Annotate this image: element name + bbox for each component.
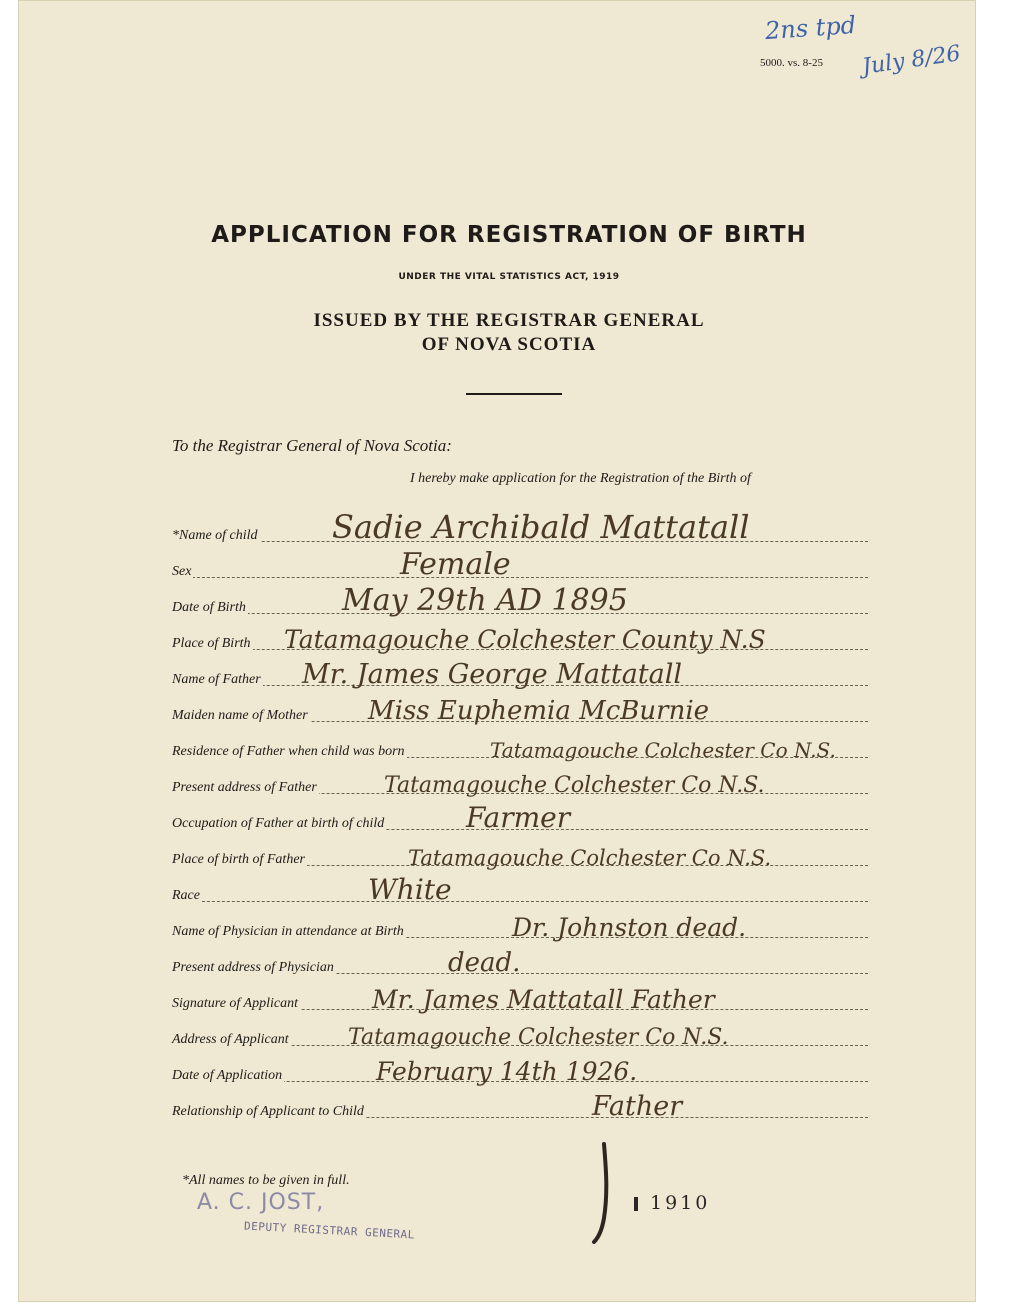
field-label: Race xyxy=(172,888,200,903)
handwritten-note: 2ns tpd xyxy=(764,10,857,46)
salutation: To the Registrar General of Nova Scotia: xyxy=(172,436,452,455)
field-value: Miss Euphemia McBurnie xyxy=(368,696,710,726)
field-relationship-of-applicant xyxy=(172,1091,868,1122)
field-label: Date of Birth xyxy=(172,600,246,615)
field-label: Present address of Father xyxy=(172,780,317,795)
field-value: Dr. Johnston dead. xyxy=(512,913,747,942)
field-date-of-birth xyxy=(172,583,868,618)
field-value: Sadie Archibald Mattatall xyxy=(332,508,750,546)
deputy-registrar-stamp-title: DEPUTY REGISTRAR GENERAL xyxy=(243,1219,416,1242)
field-label: Place of birth of Father xyxy=(172,852,305,867)
field-label: Relationship of Applicant to Child xyxy=(172,1104,364,1119)
issued-by-line-1: ISSUED BY THE REGISTRAR GENERAL xyxy=(313,310,705,331)
field-label: Name of Father xyxy=(172,672,261,687)
field-address-of-applicant xyxy=(172,1024,868,1048)
field-value: White xyxy=(368,873,452,906)
field-label: Name of Physician in attendance at Birth xyxy=(172,924,404,939)
field-occupation-of-father xyxy=(172,801,868,834)
field-value: Farmer xyxy=(466,801,571,834)
pen-mark xyxy=(590,1138,620,1248)
field-name-of-physician xyxy=(172,913,868,942)
field-name-of-child xyxy=(172,508,868,546)
field-value: February 14th 1926. xyxy=(376,1057,638,1086)
field-value: Father xyxy=(592,1091,683,1122)
registration-number-stamp: 1910 xyxy=(650,1192,711,1214)
field-maiden-name-of-mother xyxy=(172,696,868,726)
field-label: Maiden name of Mother xyxy=(172,708,308,723)
field-place-of-birth-of-father xyxy=(172,844,868,868)
form-number: 5000. vs. 8-25 xyxy=(760,57,823,69)
form-title: APPLICATION FOR REGISTRATION OF BIRTH xyxy=(211,222,807,248)
field-label: Residence of Father when child was born xyxy=(172,744,405,759)
field-value: Female xyxy=(400,547,511,582)
handwritten-date-note: July 8/26 xyxy=(860,41,963,80)
divider-rule xyxy=(466,393,562,395)
field-label: *Name of child xyxy=(172,528,258,543)
field-place-of-birth xyxy=(172,625,868,654)
field-label: Present address of Physician xyxy=(172,960,334,975)
intro-text: I hereby make application for the Registration of the Birth of xyxy=(410,471,751,486)
field-label: Date of Application xyxy=(172,1068,283,1083)
field-label: Occupation of Father at birth of child xyxy=(172,816,385,831)
field-name-of-father xyxy=(172,659,868,690)
field-value: Tatamagouche Colchester Co N.S. xyxy=(348,1025,729,1050)
field-present-address-of-father xyxy=(172,772,868,796)
field-signature-of-applicant xyxy=(172,985,868,1014)
field-label: Signature of Applicant xyxy=(172,996,298,1011)
field-value: May 29th AD 1895 xyxy=(342,583,628,618)
stamp-tick-mark xyxy=(634,1197,638,1211)
field-value: dead. xyxy=(448,948,521,978)
dotted-line xyxy=(172,901,868,902)
dotted-line xyxy=(172,577,868,578)
field-label: Place of Birth xyxy=(172,636,251,651)
field-value: Tatamagouche Colchester County N.S xyxy=(284,625,766,654)
field-race xyxy=(172,873,868,906)
issued-by-line-2: OF NOVA SCOTIA xyxy=(421,334,597,355)
field-date-of-application xyxy=(172,1057,868,1086)
field-value: Tatamagouche Colchester Co N.S. xyxy=(384,773,765,798)
footnote: *All names to be given in full. xyxy=(182,1173,350,1188)
field-label: Address of Applicant xyxy=(172,1032,289,1047)
field-residence-of-father xyxy=(172,736,868,760)
field-present-address-of-physician xyxy=(172,948,868,978)
field-sex xyxy=(172,547,868,582)
field-value: Mr. James George Mattatall xyxy=(302,659,683,690)
field-value: Tatamagouche Colchester Co N.S. xyxy=(490,738,836,762)
deputy-registrar-stamp-name: A. C. JOST, xyxy=(197,1190,325,1215)
act-subtitle: UNDER THE VITAL STATISTICS ACT, 1919 xyxy=(398,272,620,282)
field-label: Sex xyxy=(172,564,192,579)
page-edge xyxy=(976,0,1018,1310)
field-value: Tatamagouche Colchester Co N.S. xyxy=(408,846,772,870)
field-value: Mr. James Mattatall Father xyxy=(372,985,715,1014)
